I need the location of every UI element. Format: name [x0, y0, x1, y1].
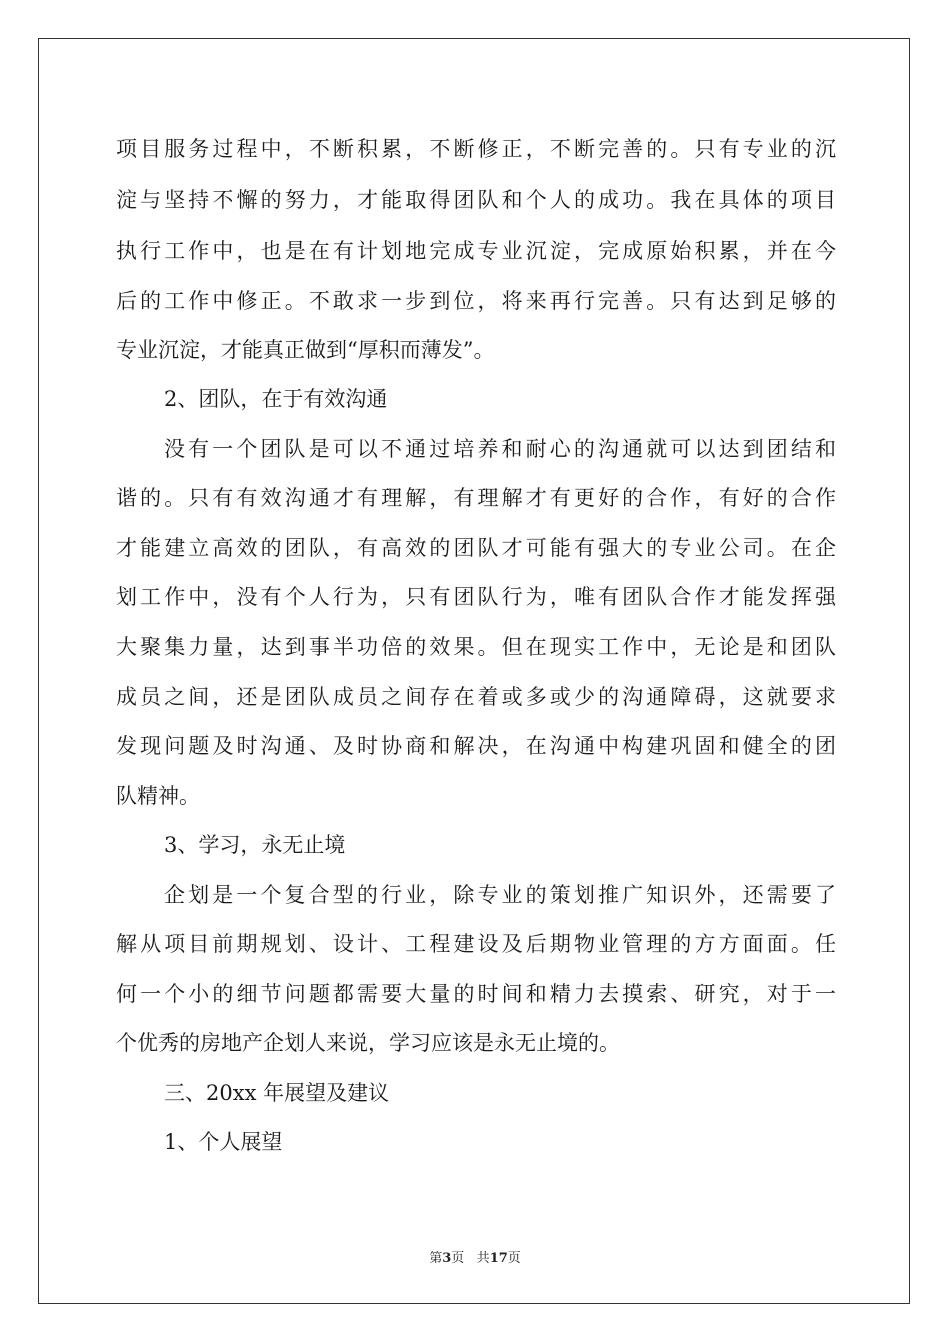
paragraph-line: 成员之间，还是团队成员之间存在着或多或少的沟通障碍，这就要求: [116, 685, 836, 709]
total-suffix: 页: [507, 1251, 521, 1266]
paragraph-line: 队精神。: [116, 784, 200, 808]
page-footer: [0, 1247, 950, 1266]
paragraph-line: 个优秀的房地产企划人来说，学习应该是永无止境的。: [116, 1031, 620, 1055]
paragraph-line: 才能建立高效的团队，有高效的团队才可能有强大的专业公司。在企: [116, 536, 836, 560]
total-prefix: 共: [476, 1251, 490, 1266]
paragraph-line: 执行工作中，也是在有计划地完成专业沉淀，完成原始积累，并在今: [116, 239, 836, 263]
paragraph-line: 后的工作中修正。不敢求一步到位，将来再行完善。只有达到足够的: [116, 289, 836, 313]
paragraph-line: 发现问题及时沟通、及时协商和解决，在沟通中构建巩固和健全的团: [116, 734, 836, 758]
paragraph-line: 划工作中，没有个人行为，只有团队行为，唯有团队合作才能发挥强: [116, 585, 836, 609]
paragraph-line: 项目服务过程中，不断积累，不断修正，不断完善的。只有专业的沉: [116, 137, 836, 161]
paragraph-line: 谐的。只有有效沟通才有理解，有理解才有更好的合作，有好的合作: [116, 486, 836, 510]
page-suffix: 页: [451, 1251, 465, 1266]
page-border: [38, 38, 910, 1304]
total-pages: 17: [489, 1251, 508, 1266]
section-heading: 2、团队，在于有效沟通: [164, 387, 388, 411]
paragraph-line: 解从项目前期规划、设计、工程建设及后期物业管理的方方面面。任: [116, 932, 836, 956]
section-heading: 1、个人展望: [164, 1130, 283, 1154]
page-prefix: 第: [429, 1251, 443, 1266]
paragraph-line: 何一个小的细节问题都需要大量的时间和精力去摸索、研究，对于一: [116, 982, 836, 1006]
paragraph-line: 大聚集力量，达到事半功倍的效果。但在现实工作中，无论是和团队: [116, 635, 836, 659]
section-heading: 三、20xx 年展望及建议: [164, 1081, 390, 1105]
paragraph-line: 企划是一个复合型的行业，除专业的策划推广知识外，还需要了: [164, 883, 836, 907]
paragraph-line: 专业沉淀，才能真正做到“厚积而薄发”。: [116, 338, 495, 362]
page-number: 3: [442, 1251, 452, 1266]
paragraph-line: 没有一个团队是可以不通过培养和耐心的沟通就可以达到团结和: [164, 437, 836, 461]
paragraph-line: 淀与坚持不懈的努力，才能取得团队和个人的成功。我在具体的项目: [116, 188, 836, 212]
section-heading: 3、学习，永无止境: [164, 833, 346, 857]
